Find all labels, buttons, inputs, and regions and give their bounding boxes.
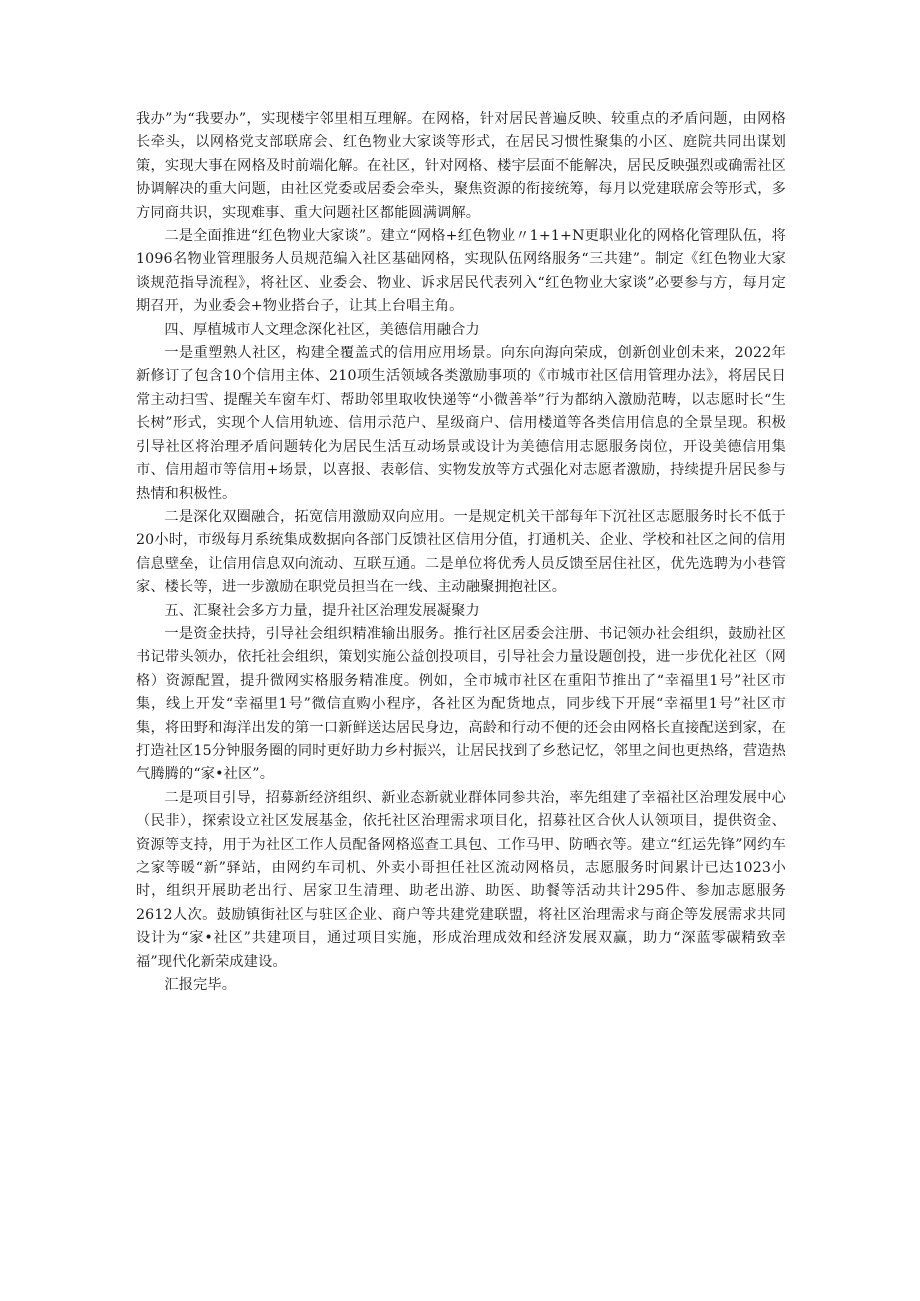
paragraph-closing: 汇报完毕。	[164, 977, 237, 994]
document-body	[136, 108, 786, 997]
paragraph-red-property-talk: 二是全面推进“红色物业大家谈”。建立“网格+红色物业〃1+1+N更职业化的网格化管理队伍，将1096名物业管理服务人员规范编入社区基础网格，实现队伍网络服务“三共建”。制定《红色物业大家谈规范指导流程》，将社区、业委会、物业、诉求居民代表列入“红色物业大家谈”必要参与方，每月定期召开，为业委会+物业搭台子，让其上台唱主角。	[136, 228, 786, 315]
paragraph-dual-circle: 二是深化双圈融合，拓宽信用激励双向应用。一是规定机关干部每年下沉社区志愿服务时长不低于20小时，市级每月系统集成数据向各部门反馈社区信用分值，打通机关、企业、学校和社区之间的信用信息壁垒，让信用信息双向流动、互联互通。二是单位将优秀人员反馈至居住社区，优先选聘为小巷管家、楼长等，进一步激励在职党员担当在一线、主动融聚拥抱社区。	[136, 508, 786, 596]
section-heading-five: 五、汇聚社会多方力量，提升社区治理发展凝聚力	[164, 602, 480, 619]
paragraph-credit-scenes: 一是重塑熟人社区，构建全覆盖式的信用应用场景。向东向海向荣成，创新创业创未来，2022年新修订了包含10个信用主体、210项生活领域各类激励事项的《市城市社区信用管理办法》，将居民日常主动扫雪、提醒关车窗车灯、帮助邻里取收快递等“小微善举”行为都纳入激励范畴，以志愿时长“生长树”形式，实现个人信用轨迹、信用示范户、星级商户、信用楼道等各类信用信息的全景呈现。积极引导社区将治理矛盾问题转化为居民生活互动场景或设计为美德信用志愿服务岗位，开设美德信用集市、信用超市等信用+场景，以喜报、表彰信、实物发放等方式强化对志愿者激励，持续提升居民参与热情和积极性。	[136, 345, 786, 502]
section-heading-four: 四、厚植城市人文理念深化社区，美德信用融合力	[164, 321, 480, 338]
paragraph-funding-support: 一是资金扶持，引导社会组织精准输出服务。推行社区居委会注册、书记领办社会组织，鼓励社区书记带头领办，依托社会组织，策划实施公益创投项目，引导社会力量设题创投，进一步优化社区（网格）资源配置，提升微网实格服务精准度。例如，全市城市社区在重阳节推出了“幸福里1号”社区市集，线上开发“幸福里1号”微信直购小程序，各社区为配货地点，同步线下开展“幸福里1号”社区市集，将田野和海洋出发的第一口新鲜送达居民身边，高龄和行动不便的还会由网格长直接配送到家，在打造社区15分钟服务圈的同时更好助力乡村振兴，让居民找到了乡愁记忆，邻里之间也更热络，营造热气腾腾的“家•社区”。	[136, 625, 786, 783]
paragraph-continuation: 我办”为“我要办”，实现楼宇邻里相互理解。在网格，针对居民普遍反映、较重点的矛盾问题，由网格长牵头，以网格党支部联席会、红色物业大家谈等形式，在居民习惯性聚集的小区、庭院共同出谋划策，实现大事在网格及时前端化解。在社区，针对网格、楼宇层面不能解决，居民反映强烈或确需社区协调解决的重大问题，由社区党委或居委会牵头，聚焦资源的衔接统筹，每月以党建联席会等形式，多方同商共识，实现难事、重大问题社区都能圆满调解。	[136, 111, 786, 221]
paragraph-project-guidance: 二是项目引导，招募新经济组织、新业态新就业群体同参共治，率先组建了幸福社区治理发展中心（民非），探索设立社区发展基金，依托社区治理需求项目化，招募社区合伙人认领项目，提供资金、资源等支持，用于为社区工作人员配备网格巡查工具包、工作马甲、防晒衣等。建立“红运先锋”网约车之家等暖“新”驿站，由网约车司机、外卖小哥担任社区流动网格员，志愿服务时间累计已达1023小时，组织开展助老出行、居家卫生清理、助老出游、助医、助餐等活动共计295件、参加志愿服务2612人次。鼓励镇街社区与驻区企业、商户等共建党建联盟，将社区治理需求与商企等发展需求共同设计为“家•社区”共建项目，通过项目实施，形成治理成效和经济发展双赢，助力“深蓝零碳精致幸福”现代化新荣成建设。	[136, 789, 786, 970]
